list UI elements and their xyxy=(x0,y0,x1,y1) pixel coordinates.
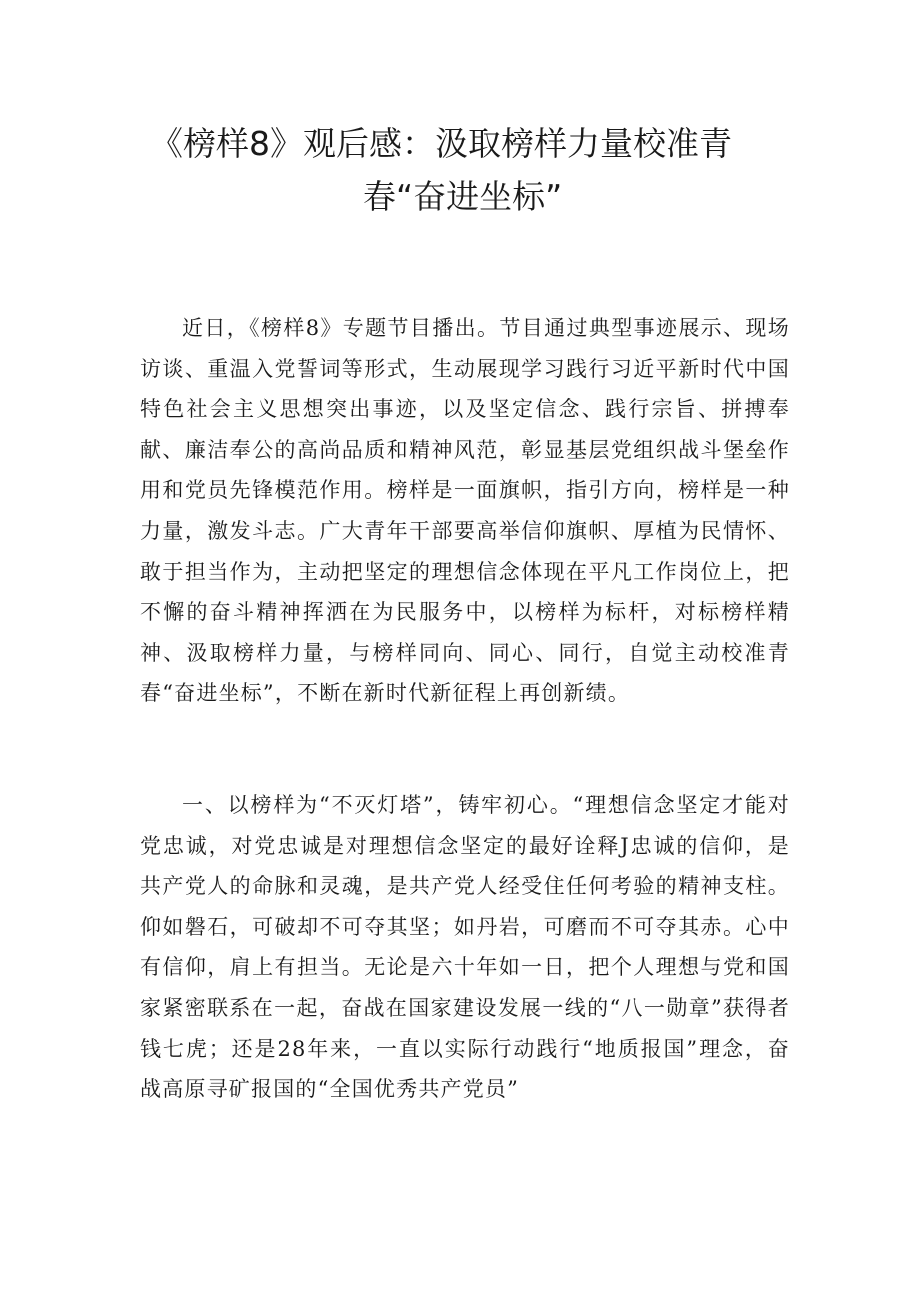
document-title-line-1: 《榜样8》观后感：汲取榜样力量校准青 xyxy=(150,124,732,163)
document-title-line-2: 春“奋进坐标” xyxy=(363,177,563,216)
body-paragraph-intro: 近日，《榜样8》专题节目播出。节目通过典型事迹展示、现场访谈、重温入党誓词等形式，生动展现学习践行习近平新时代中国特色社会主义思想突出事迹，以及坚定信念、践行宗旨、拼搏奉献、廉洁奉公的高尚品质和精神风范，彰显基层党组织战斗堡垒作用和党员先锋模范作用。榜样是一面旗帜，指引方向，榜样是一种力量，激发斗志。广大青年干部要高举信仰旗帜、厚植为民情怀、敢于担当作为，主动把坚定的理想信念体现在平凡工作岗位上，把不懈的奋斗精神挥洒在为民服务中，以榜样为标杆，对标榜样精神、汲取榜样力量，与榜样同向、同心、同行，自觉主动校准青春“奋进坐标”，不断在新时代新征程上再创新绩。 xyxy=(140,316,790,706)
body-paragraph-section-one: 一、以榜样为“不灭灯塔”，铸牢初心。“理想信念坚定才能对党忠诚，对党忠诚是对理想信念坚定的最好诠释J忠诚的信仰，是共产党人的命脉和灵魂，是共产党人经受住任何考验的精神支柱。仰如磐石，可破却不可夺其坚；如丹岩，可磨而不可夺其赤。心中有信仰，肩上有担当。无论是六十年如一日，把个人理想与党和国家紧密联系在一起，奋战在国家建设发展一线的“八一勋章”获得者钱七虎；还是28年来，一直以实际行动践行“地质报国”理念，奋战高原寻矿报国的“全国优秀共产党员” xyxy=(140,793,790,1102)
